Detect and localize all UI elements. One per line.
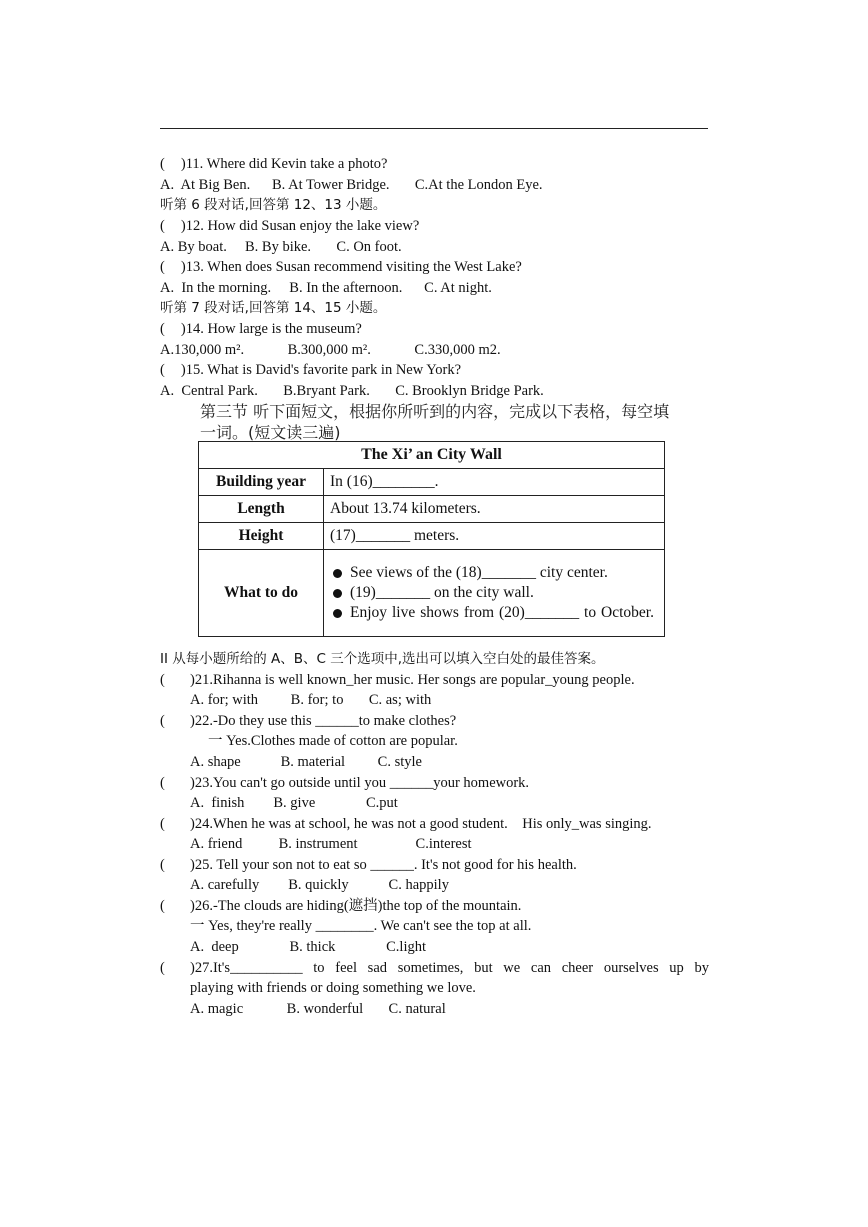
question-26: )26.-The clouds are hiding(遮挡)the top of the mountain. — [190, 898, 522, 914]
row-label: What to do — [199, 550, 324, 637]
list-item: See views of the (18)_______ city center. — [330, 563, 658, 583]
q25-paren: ( — [160, 857, 165, 873]
question-21-options: A. for; with B. for; to C. as; with — [190, 692, 432, 708]
question-12: ( )12. How did Susan enjoy the lake view? — [160, 218, 420, 234]
question-13: ( )13. When does Susan recommend visiting the West Lake? — [160, 259, 522, 275]
row-value: About 13.74 kilometers. — [324, 496, 665, 523]
question-27-continued: playing with friends or doing something we love. — [190, 980, 476, 996]
question-12-options: A. By boat. B. By bike. C. On foot. — [160, 239, 402, 255]
table-title: The Xi’ an City Wall — [199, 442, 665, 469]
table-row — [199, 469, 665, 496]
question-27-options: A. magic B. wonderful C. natural — [190, 1001, 446, 1017]
q21-paren: ( — [160, 672, 165, 688]
question-25: )25. Tell your son not to eat so ______. It's not good for his health. — [190, 857, 577, 873]
row-value: In (16)________. — [324, 469, 665, 496]
question-11-options: A. At Big Ben. B. At Tower Bridge. C.At the London Eye. — [160, 177, 543, 193]
question-26-reply: 一 Yes, they're really ________. We can't see the top at all. — [190, 918, 532, 934]
instruction-dialogue-7: 听第 7 段对话,回答第 14、15 小题。 — [160, 300, 387, 316]
table-row — [199, 523, 665, 550]
todo-list-cell — [324, 550, 665, 637]
question-24: )24.When he was at school, he was not a good student. His only_was singing. — [190, 816, 652, 832]
question-14-options: A.130,000 m². B.300,000 m². C.330,000 m2. — [160, 342, 501, 358]
city-wall-table — [198, 441, 665, 637]
question-15-options: A. Central Park. B.Bryant Park. C. Brooklyn Bridge Park. — [160, 383, 544, 399]
question-25-options: A. carefully B. quickly C. happily — [190, 877, 449, 893]
question-24-options: A. friend B. instrument C.interest — [190, 836, 472, 852]
question-23: )23.You can't go outside until you ______your homework. — [190, 775, 530, 791]
question-26-options: A. deep B. thick C.light — [190, 939, 427, 955]
question-15: ( )15. What is David's favorite park in New York? — [160, 362, 462, 378]
row-label: Building year — [199, 469, 324, 496]
list-item: (19)_______ on the city wall. — [330, 583, 658, 603]
q27-paren: ( — [160, 960, 165, 976]
question-21: )21.Rihanna is well known_her music. Her songs are popular_young people. — [190, 672, 635, 688]
question-13-options: A. In the morning. B. In the afternoon. C. At night. — [160, 280, 492, 296]
instruction-dialogue-6: 听第 6 段对话,回答第 12、13 小题。 — [160, 197, 387, 213]
q23-paren: ( — [160, 775, 165, 791]
todo-list — [330, 563, 658, 623]
table-row — [199, 550, 665, 637]
table-row — [199, 496, 665, 523]
q26-paren: ( — [160, 898, 165, 914]
section-3-instruction: 第三节 听下面短文，根据你所听到的内容，完成以下表格，每空填一词。(短文读三遍) — [200, 402, 670, 442]
row-label: Height — [199, 523, 324, 550]
row-label: Length — [199, 496, 324, 523]
top-rule — [160, 128, 708, 129]
row-value: (17)_______ meters. — [324, 523, 665, 550]
question-27: )27.It's__________ to feel sad sometimes, but we can cheer ourselves up by — [190, 960, 709, 976]
part-2-heading: II 从每小题所给的 A、B、C 三个选项中,选出可以填入空白处的最佳答案。 — [160, 651, 605, 667]
question-22: )22.-Do they use this ______to make clothes? — [190, 713, 457, 729]
question-22-reply: 一 Yes.Clothes made of cotton are popular. — [208, 733, 458, 749]
q22-paren: ( — [160, 713, 165, 729]
question-23-options: A. finish B. give C.put — [190, 795, 398, 811]
q24-paren: ( — [160, 816, 165, 832]
question-11: ( )11. Where did Kevin take a photo? — [160, 156, 388, 172]
list-item: Enjoy live shows from (20)_______ to October. — [330, 603, 658, 623]
question-14: ( )14. How large is the museum? — [160, 321, 362, 337]
question-22-options: A. shape B. material C. style — [190, 754, 422, 770]
